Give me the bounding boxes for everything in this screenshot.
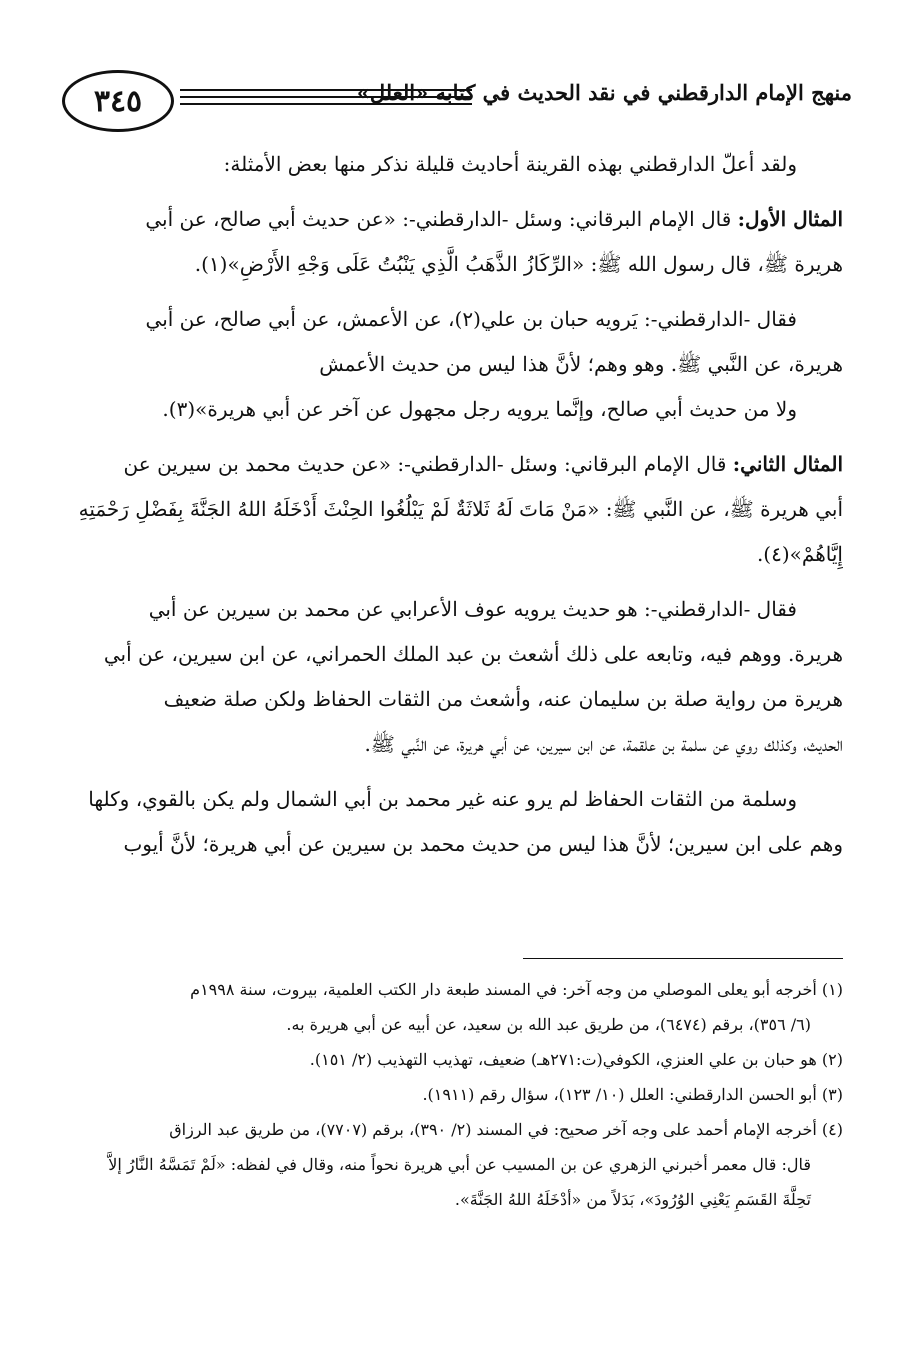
paragraph-line: هريرة. ووهم فيه، وتابعه على ذلك أشعث بن عبد الملك الحمراني، عن ابن سيرين، عن أبي bbox=[103, 642, 843, 666]
footnote-line: (٤) أخرجه الإمام أحمد على وجه آخر صحيح: في المسند (٢/ ٣٩٠)، برقم (٧٧٠٧)، من طريق عبد الرزاق bbox=[169, 1120, 843, 1139]
paragraph-line: هريرة ﷺ، قال رسول الله ﷺ: «الرِّكَازُ الذَّهَبُ الَّذِي يَنْبُتُ عَلَى وَجْهِ الأَرْضِ»(١). bbox=[194, 252, 843, 276]
page-header bbox=[62, 70, 852, 134]
paragraph-line: فقال -الدارقطني-: هو حديث يرويه عوف الأعرابي عن محمد بن سيرين عن أبي bbox=[148, 597, 797, 621]
example-label: المثال الثاني: bbox=[732, 452, 843, 476]
running-title: منهج الإمام الدارقطني في نقد الحديث في كتابه «العلل» bbox=[356, 80, 852, 105]
footnote-separator bbox=[523, 958, 843, 959]
paragraph-line: هريرة، عن النَّبي ﷺ. وهو وهم؛ لأنَّ هذا ليس من حديث الأعمش bbox=[319, 352, 843, 376]
footnote-line: (٦/ ٣٥٦)، برقم (٦٤٧٤)، من طريق عبد الله بن سعيد، عن أبيه عن أبي هريرة به. bbox=[286, 1015, 811, 1034]
paragraph-line: ولقد أعلّ الدارقطني بهذه القرينة أحاديث قليلة نذكر منها بعض الأمثلة: bbox=[223, 152, 797, 176]
paragraph-line: ولا من حديث أبي صالح، وإنَّما يرويه رجل مجهول عن آخر عن أبي هريرة»(٣). bbox=[162, 397, 797, 421]
paragraph-line: المثال الأول: قال الإمام البرقاني: وسئل -الدارقطني-: «عن حديث أبي صالح، عن أبي bbox=[145, 207, 843, 231]
paragraph-line: أبي هريرة ﷺ، عن النَّبي ﷺ: «مَنْ مَاتَ لَهُ ثَلاثَةٌ لَمْ يَبْلُغُوا الحِنْثَ أَدْخَلَهُ اللهُ الجَنَّةَ بِفَضْلِ رَحْمَتِهِ bbox=[78, 497, 843, 521]
paragraph-line: المثال الثاني: قال الإمام البرقاني: وسئل -الدارقطني-: «عن حديث محمد بن سيرين عن bbox=[123, 452, 843, 476]
footnote-line: (١) أخرجه أبو يعلى الموصلي من وجه آخر: في المسند طبعة دار الكتب العلمية، بيروت، سنة ١٩٩٨م bbox=[190, 980, 843, 999]
paragraph-line: إِيَّاهُمْ»(٤). bbox=[756, 542, 843, 566]
footnote-line: تَحِلَّةَ القَسَمِ يَعْنِي الوُرُودَ»، بَدَلاً من «أدْخَلَهُ اللهُ الجَنَّةَ». bbox=[454, 1190, 811, 1209]
example-label: المثال الأول: bbox=[737, 207, 843, 231]
footnote-line: (٣) أبو الحسن الدارقطني: العلل (١٠/ ١٢٣)، سؤال رقم (١٩١١). bbox=[422, 1085, 843, 1104]
paragraph-line: هريرة من رواية صلة بن سليمان عنه، وأشعث من الثقات الحفاظ ولكن صلة ضعيف bbox=[163, 687, 843, 711]
page-number-badge: ٣٤٥ bbox=[62, 70, 174, 132]
footnotes bbox=[66, 972, 843, 1217]
paragraph-line: الحديث، وكذلك روي عن سلمة بن علقمة، عن ابن سيرين، عن أبي هريرة، عن النَّبي ﷺ. bbox=[364, 732, 843, 756]
footnote-line: (٢) هو حبان بن علي العنزي، الكوفي(ت:٢٧١هـ) ضعيف، تهذيب التهذيب (٢/ ١٥١). bbox=[309, 1050, 843, 1069]
paragraph-line: وهم على ابن سيرين؛ لأنَّ هذا ليس من حديث محمد بن سيرين عن أبي هريرة؛ لأنَّ أيوب bbox=[123, 832, 843, 856]
footnote-line: قال: قال معمر أخبرني الزهري عن بن المسيب عن أبي هريرة نحواً منه، وقال في لفظه: «لَمْ تَمَسَّهُ النَّارُ إلاَّ bbox=[108, 1155, 811, 1174]
paragraph-line: وسلمة من الثقات الحفاظ لم يرو عنه غير محمد بن أبي الشمال ولم يكن بالقوي، وكلها bbox=[88, 787, 797, 811]
paragraph-line: فقال -الدارقطني-: يَرويه حبان بن علي(٢)، عن الأعمش، عن أبي صالح، عن أبي bbox=[145, 307, 797, 331]
main-text bbox=[66, 142, 843, 867]
